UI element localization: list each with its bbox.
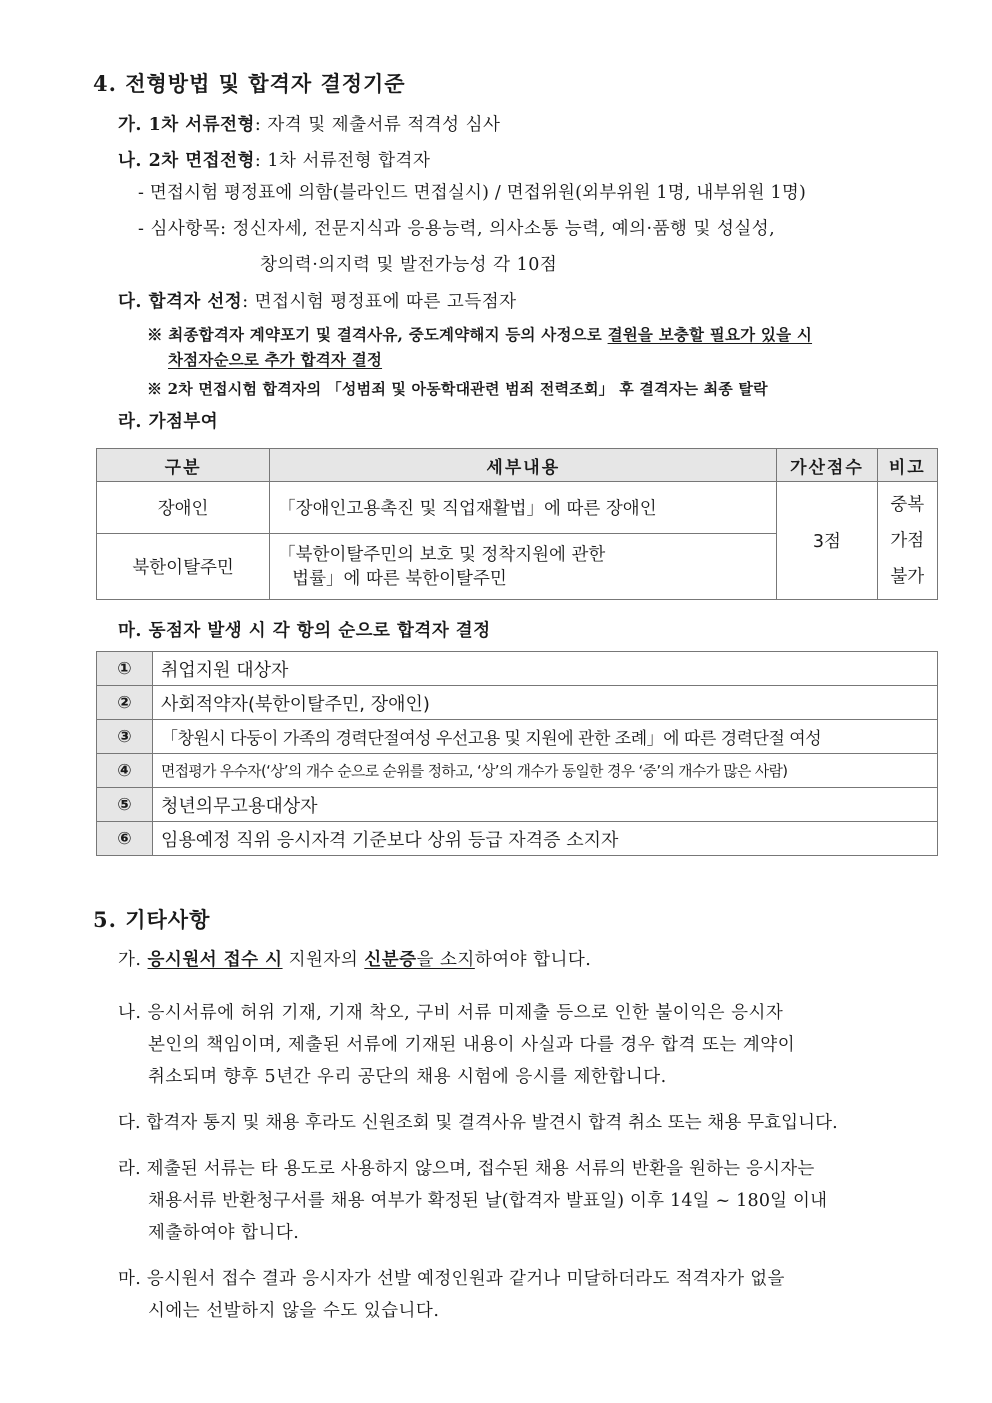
item-da (118, 288, 517, 313)
header-note: 비고 (877, 449, 938, 482)
tie-num: ② (97, 686, 153, 720)
note-line-1: 중복 (890, 494, 925, 515)
item-na (118, 147, 430, 172)
section4-title: 4. 전형방법 및 합격자 결정기준 (93, 71, 406, 96)
note-1-c: 차점자순으로 추가 합격자 결정 (168, 350, 383, 369)
table-row (97, 720, 938, 754)
row-category: 장애인 (97, 482, 270, 534)
note-2: ※ 2차 면접시험 합격자의 「성범죄 및 아동학대관련 범죄 전력조회」 후 결격자는 최종 탈락 (147, 380, 768, 398)
tie-text: 임용예정 직위 응시자격 기준보다 상위 등급 자격증 소지자 (153, 822, 938, 856)
s5-da: 다. 합격자 통지 및 채용 후라도 신원조회 및 결격사유 발견시 합격 취소 또는 채용 무효입니다. (118, 1113, 838, 1133)
item-na-text: : 1차 서류전형 합격자 (254, 151, 431, 171)
table-row (97, 754, 938, 788)
note-line-2: 가점 (890, 530, 925, 551)
tie-table (96, 651, 938, 856)
tie-num: ① (97, 652, 153, 686)
header-detail: 세부내용 (270, 449, 777, 482)
row-detail-line-1: 「북한이탈주민의 보호 및 정착지원에 관한 (278, 544, 606, 565)
table-row (97, 822, 938, 856)
row-detail-line-2: 법률」에 따른 북한이탈주민 (292, 568, 507, 589)
note-1 (147, 323, 812, 345)
tie-text: 취업지원 대상자 (153, 652, 938, 686)
row-detail: 「장애인고용촉진 및 직업재활법」에 따른 장애인 (270, 482, 777, 534)
item-da-text: : 면접시험 평정표에 따른 고득점자 (242, 292, 517, 312)
item-ga-label: 가. 1차 서류전형 (118, 115, 255, 135)
na-bullet-2: - 심사항목: 정신자세, 전문지식과 응용능력, 의사소통 능력, 예의·품행 및 성실성, (138, 219, 776, 239)
section5-title: 5. 기타사항 (93, 907, 211, 932)
s5-ra-line-2: 채용서류 반환청구서를 채용 여부가 확정된 날(합격자 발표일) 이후 14일 ~ 180일 이내 (148, 1191, 828, 1211)
s5-ga-prefix: 가. (118, 950, 148, 970)
note-line-3: 불가 (890, 566, 925, 587)
tie-text: 청년의무고용대상자 (153, 788, 938, 822)
tie-text: 사회적약자(북한이탈주민, 장애인) (153, 686, 938, 720)
bonus-table (96, 448, 938, 600)
table-row (97, 686, 938, 720)
note-cell (877, 482, 938, 600)
item-ga (118, 111, 500, 136)
s5-ga-end: 하여야 합니다. (474, 950, 592, 970)
s5-ma-line-1: 마. 응시원서 접수 결과 응시자가 선발 예정인원과 같거나 미달하더라도 적격자가 없을 (118, 1269, 785, 1289)
tie-num: ⑤ (97, 788, 153, 822)
header-category: 구분 (97, 449, 270, 482)
item-ra: 라. 가점부여 (118, 412, 219, 432)
note-1-a: ※ 최종합격자 계약포기 및 결격사유, 중도계약해지 등의 사정으로 (147, 325, 608, 344)
bonus-table-header (97, 449, 938, 482)
s5-na-line-3: 취소되며 향후 5년간 우리 공단의 채용 시험에 응시를 제한합니다. (148, 1067, 667, 1087)
table-row (97, 652, 938, 686)
tie-num: ③ (97, 720, 153, 754)
s5-ma-line-2: 시에는 선발하지 않을 수도 있습니다. (148, 1301, 440, 1321)
table-row (97, 788, 938, 822)
row-detail (270, 534, 777, 600)
s5-item-ga (118, 946, 591, 971)
item-ga-text: : 자격 및 제출서류 적격성 심사 (254, 115, 501, 135)
note-1-b: 결원을 보충할 필요가 있을 시 (607, 325, 813, 344)
item-ma: 마. 동점자 발생 시 각 항의 순으로 합격자 결정 (118, 621, 491, 641)
s5-ga-mid: 지원자의 (282, 950, 365, 970)
na-bullet-1: - 면접시험 평정표에 의함(블라인드 면접실시) / 면접위원(외부위원 1명, 내부위원 1명) (138, 183, 806, 203)
s5-ra-line-1: 라. 제출된 서류는 타 용도로 사용하지 않으며, 접수된 채용 서류의 반환을 원하는 응시자는 (118, 1159, 815, 1179)
tie-num: ⑥ (97, 822, 153, 856)
s5-ga-underline-3: 을 소지 (416, 950, 475, 970)
s5-ra-line-3: 제출하여야 합니다. (148, 1223, 300, 1243)
s5-na-line-2: 본인의 책임이며, 제출된 서류에 기재된 내용이 사실과 다를 경우 합격 또는 계약이 (148, 1035, 796, 1055)
row-category: 북한이탈주민 (97, 534, 270, 600)
s5-ga-underline-1: 응시원서 접수 시 (147, 950, 283, 970)
s5-ga-underline-2: 신분증 (364, 950, 417, 970)
item-na-label: 나. 2차 면접전형 (118, 151, 255, 171)
tie-text: 면접평가 우수자(‘상’의 개수 순으로 순위를 정하고, ‘상’의 개수가 동일한 경우 ‘중’의 개수가 많은 사람) (153, 754, 938, 788)
tie-text: 「창원시 다둥이 가족의 경력단절여성 우선고용 및 지원에 관한 조례」에 따른 경력단절 여성 (153, 720, 938, 754)
item-da-label: 다. 합격자 선정 (118, 292, 243, 312)
score-cell: 3점 (777, 482, 877, 600)
s5-na-line-1: 나. 응시서류에 허위 기재, 기재 착오, 구비 서류 미제출 등으로 인한 불이익은 응시자 (118, 1003, 784, 1023)
na-bullet-2-cont: 창의력·의지력 및 발전가능성 각 10점 (260, 255, 558, 275)
tie-num: ④ (97, 754, 153, 788)
header-score: 가산점수 (777, 449, 877, 482)
table-row (97, 482, 938, 534)
